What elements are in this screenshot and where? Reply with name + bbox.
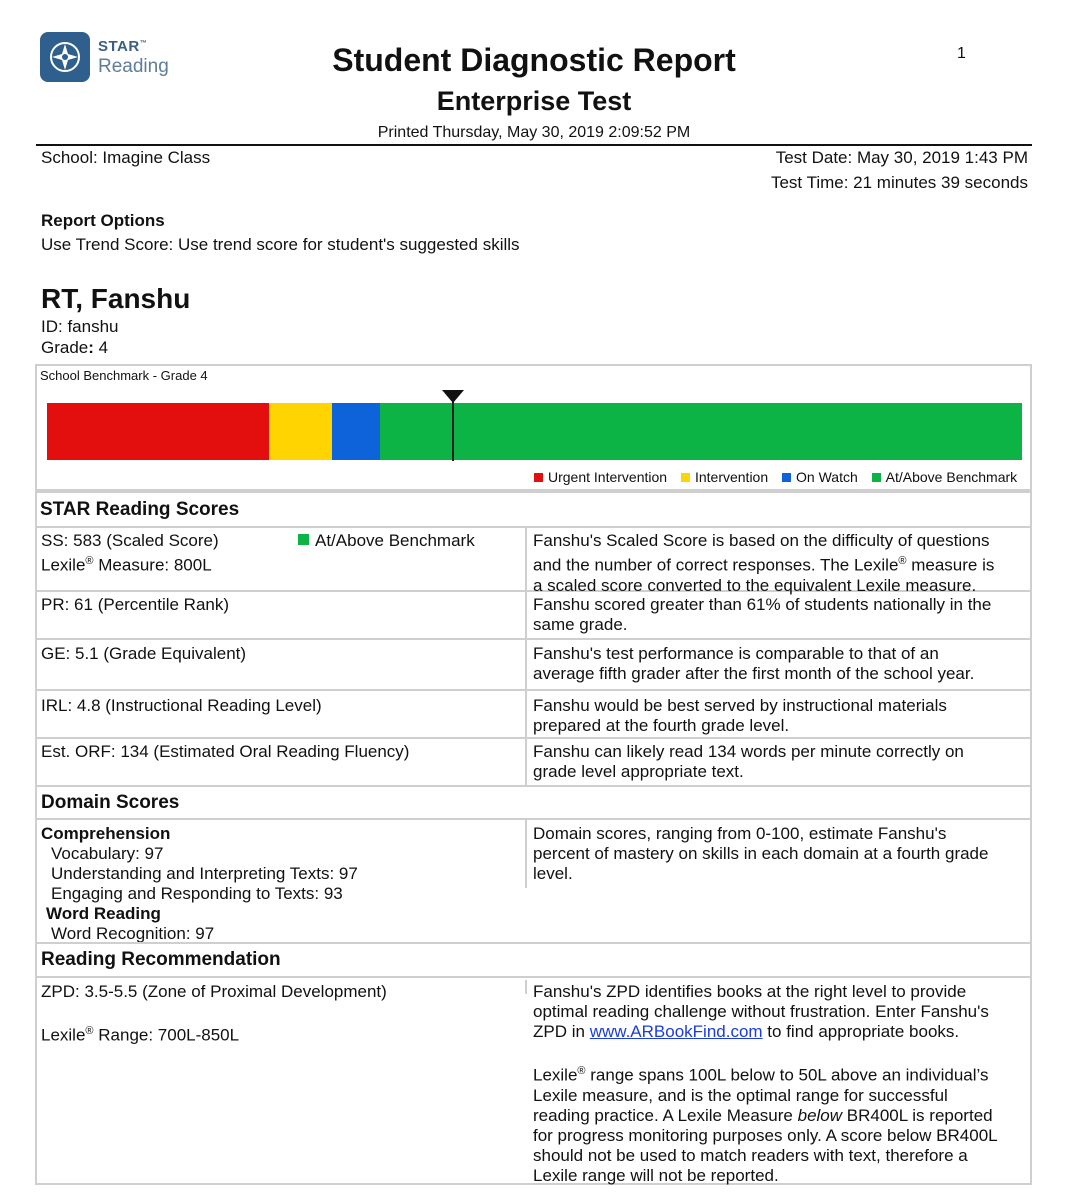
report-title: Student Diagnostic Report — [332, 42, 736, 78]
legend-on-watch: On Watch — [782, 469, 858, 485]
student-id: ID: fanshu — [41, 317, 119, 336]
divider — [35, 689, 1032, 691]
at-above-benchmark-band — [380, 403, 1022, 460]
header-divider — [36, 144, 1032, 146]
percentile-rank-description: Fanshu scored greater than 61% of students nationally in the same grade. — [533, 595, 992, 634]
percentile-rank: PR: 61 (Percentile Rank) — [41, 595, 230, 614]
divider — [35, 818, 1032, 820]
word-reading-heading: Word Reading — [46, 904, 161, 923]
printed-date: Printed Thursday, May 30, 2019 2:09:52 PM — [377, 124, 691, 141]
on-watch-band — [332, 403, 380, 460]
score-marker-triangle-icon — [442, 390, 464, 403]
lexile-measure: Lexile® Measure: 800L — [41, 555, 212, 575]
logo-product-text: Reading — [98, 56, 169, 77]
logo-brand-text: STAR™ — [98, 38, 148, 55]
domain-score-list — [41, 824, 358, 944]
vocabulary-score: Vocabulary: 97 — [51, 844, 164, 863]
student-name: RT, Fanshu — [41, 283, 191, 314]
zpd-description: Fanshu's ZPD identifies books at the right level to provide optimal reading challenge without frustration. Enter Fanshu's ZPD in www.ARBookFind.com to find appropriate books. — [533, 982, 989, 1041]
column-divider — [525, 818, 527, 888]
legend-intervention: Intervention — [681, 469, 768, 485]
student-grade: Grade: 4 — [41, 338, 109, 357]
zpd-range: ZPD: 3.5-5.5 (Zone of Proximal Development) — [41, 982, 387, 1001]
divider — [35, 976, 1032, 978]
arbookfind-link[interactable]: www.ARBookFind.com — [589, 1022, 763, 1041]
domain-scores-heading: Domain Scores — [41, 792, 180, 813]
green-square-icon — [872, 473, 881, 482]
column-divider — [525, 980, 527, 994]
test-date: Test Date: May 30, 2019 1:43 PM — [775, 148, 1028, 167]
urgent-intervention-band — [47, 403, 269, 460]
school-name: School: Imagine Class — [41, 148, 211, 167]
column-divider — [525, 526, 527, 787]
legend-at-above: At/Above Benchmark — [872, 469, 1018, 485]
grade-equivalent: GE: 5.1 (Grade Equivalent) — [41, 644, 247, 663]
student-score-marker — [452, 399, 454, 461]
scaled-score: SS: 583 (Scaled Score) — [41, 531, 219, 550]
divider — [35, 638, 1032, 640]
oral-reading-fluency-description: Fanshu can likely read 134 words per minute correctly on grade level appropriate text. — [533, 742, 964, 781]
instructional-reading-level-description: Fanshu would be best served by instructional materials prepared at the fourth grade level. — [533, 696, 947, 735]
star-scores-heading: STAR Reading Scores — [40, 499, 240, 520]
red-square-icon — [534, 473, 543, 482]
instructional-reading-level: IRL: 4.8 (Instructional Reading Level) — [41, 696, 322, 715]
engaging-score: Engaging and Responding to Texts: 93 — [51, 884, 343, 903]
page-number: 1 — [957, 45, 966, 62]
understanding-score: Understanding and Interpreting Texts: 97 — [51, 864, 358, 883]
benchmark-status: At/Above Benchmark — [298, 531, 475, 551]
oral-reading-fluency: Est. ORF: 134 (Estimated Oral Reading Fluency) — [41, 742, 410, 761]
scaled-score-description: Fanshu's Scaled Score is based on the difficulty of questions and the number of correct responses. The Lexile® measure is a scaled score converted to the equivalent Lexile measure. — [533, 531, 995, 595]
benchmark-legend — [534, 469, 1027, 485]
report-options-value: Use Trend Score: Use trend score for student's suggested skills — [41, 235, 520, 254]
green-square-icon — [298, 534, 309, 545]
divider — [35, 526, 1032, 528]
grade-equivalent-description: Fanshu's test performance is comparable to that of an average fifth grader after the first month of the school year. — [533, 644, 975, 683]
report-options-heading: Report Options — [41, 211, 165, 230]
divider — [35, 737, 1032, 739]
lexile-range-description: Lexile® range spans 100L below to 50L above an individual’s Lexile measure, and is the optimal range for successful reading practice. A Lexile Measure below BR400L is reported for progress monitoring purposes only. A score below BR400L should not be used to match readers with text, therefore a Lexile range will not be reported. — [533, 1065, 998, 1185]
comprehension-heading: Comprehension — [41, 824, 171, 843]
domain-scores-description: Domain scores, ranging from 0-100, estimate Fanshu's percent of mastery on skills in each domain at a fourth grade level. — [533, 824, 989, 883]
intervention-band — [269, 403, 332, 460]
blue-square-icon — [782, 473, 791, 482]
yellow-square-icon — [681, 473, 690, 482]
report-subtitle: Enterprise Test — [436, 86, 632, 116]
benchmark-title: School Benchmark - Grade 4 — [40, 368, 208, 383]
lexile-range: Lexile® Range: 700L-850L — [41, 1025, 240, 1045]
word-recognition-score: Word Recognition: 97 — [51, 924, 215, 943]
reading-recommendation-heading: Reading Recommendation — [41, 949, 281, 970]
legend-urgent: Urgent Intervention — [534, 469, 667, 485]
test-time: Test Time: 21 minutes 39 seconds — [770, 173, 1028, 192]
